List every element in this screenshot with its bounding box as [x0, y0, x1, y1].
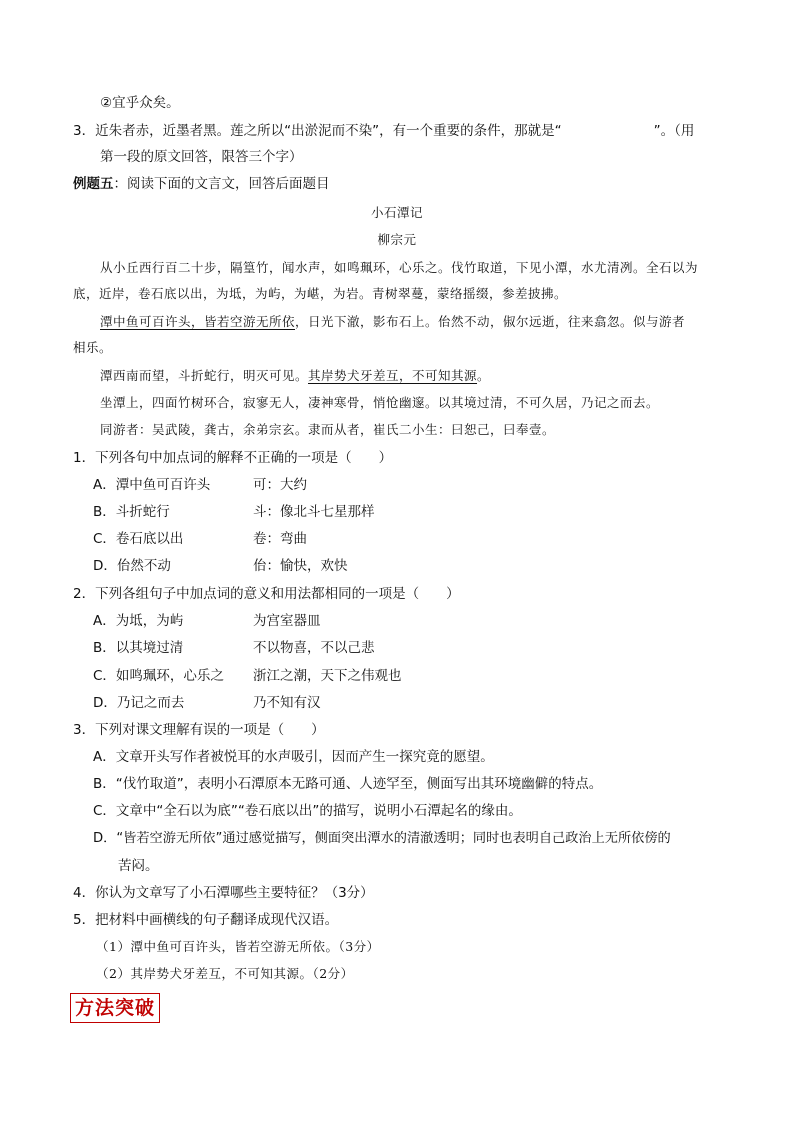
q3-option-a[interactable]: A．文章开头写作者被悦耳的水声吸引，因而产生一探究竟的愿望。 [93, 749, 494, 765]
passage-p4: 坐潭上，四面竹树环合，寂寥无人，凄神寒骨，悄怆幽邃。以其境过清，不可久居，乃记之而去。 [100, 395, 660, 410]
passage-p3 [100, 366, 490, 386]
q4-stem: 4．你认为文章写了小石潭哪些主要特征？（3分） [73, 885, 374, 901]
passage-p3-pre: 潭西南而望，斗折蛇行，明灭可见。 [100, 368, 309, 383]
passage-p2-line2: 相乐。 [73, 340, 113, 355]
q2-option-c-gloss: 浙江之潮，天下之伟观也 [253, 668, 402, 684]
q2-option-d-gloss: 乃不知有汉 [253, 695, 321, 711]
q1-option-b-gloss: 斗：像北斗七星那样 [253, 504, 375, 520]
passage-p3-post: 。 [477, 368, 491, 383]
q2-option-d[interactable]: D．乃记之而去 [93, 695, 185, 711]
q3-option-d[interactable]: D．“皆若空游无所依”通过感觉描写，侧面突出潭水的清澈透明；同时也表明自己政治上无所依傍的 [93, 831, 671, 846]
q1-option-a[interactable]: A．潭中鱼可百许头 [93, 477, 211, 493]
question-3-tail: ”。（用 [653, 123, 695, 139]
passage-p5: 同游者：吴武陵，龚古，余弟宗玄。隶而从者，崔氏二小生：曰恕己，曰奉壹。 [100, 422, 556, 437]
q2-option-b-gloss: 不以物喜，不以己悲 [253, 640, 375, 656]
q5-sentence-1: （1）潭中鱼可百许头，皆若空游无所依。（3分） [96, 939, 380, 954]
example-label: 例题五 [73, 176, 114, 192]
q3-option-d-cont: 苦闷。 [118, 858, 159, 874]
passage-p2-rest: ，日光下澈，影布石上。佁然不动，俶尔远逝，往来翕忽。似与游者 [295, 314, 686, 329]
q2-option-b[interactable]: B．以其境过清 [93, 640, 184, 656]
answer-item-2: ②宜乎众矣。 [100, 95, 180, 111]
q1-option-c-gloss: 卷：弯曲 [253, 531, 307, 547]
passage-author: 柳宗元 [377, 232, 417, 247]
question-3-text: 3．近朱者赤，近墨者黑。莲之所以“出淤泥而不染”，有一个重要的条件，那就是“ [73, 123, 562, 139]
q1-stem: 1．下列各句中加点词的解释不正确的一项是（ ） [73, 450, 393, 466]
q5-sentence-2: （2）其岸势犬牙差互，不可知其源。（2分） [96, 966, 354, 981]
q1-option-d-gloss: 佁：愉快，欢快 [253, 558, 348, 574]
q3-stem: 3．下列对课文理解有误的一项是（ ） [73, 722, 325, 738]
underlined-sentence-1: 潭中鱼可百许头，皆若空游无所依 [100, 314, 296, 329]
q5-stem: 5．把材料中画横线的句子翻译成现代汉语。 [73, 912, 339, 928]
q2-option-c[interactable]: C．如鸣珮环，心乐之 [93, 668, 224, 684]
q1-option-d[interactable]: D．佁然不动 [93, 558, 171, 574]
q1-option-b[interactable]: B．斗折蛇行 [93, 504, 170, 520]
q3-option-b[interactable]: B．“伐竹取道”，表明小石潭原本无路可通、人迹罕至，侧面写出其环境幽僻的特点。 [93, 776, 603, 792]
question-3-prev [73, 121, 694, 141]
q2-option-a[interactable]: A．为坻，为屿 [93, 613, 184, 629]
q2-stem: 2．下列各组句子中加点词的意义和用法都相同的一项是（ ） [73, 586, 460, 602]
example-heading [73, 174, 330, 194]
passage-p2-line1 [100, 312, 685, 332]
section-title-method: 方法突破 [70, 993, 160, 1023]
passage-title: 小石潭记 [370, 205, 423, 220]
q1-option-a-gloss: 可：大约 [253, 477, 307, 493]
underlined-sentence-2: 其岸势犬牙差互，不可知其源 [308, 368, 478, 383]
passage-p1-line1: 从小丘西行百二十步，隔篁竹，闻水声，如鸣珮环，心乐之。伐竹取道，下见小潭，水尤清冽。全石以为 [100, 260, 699, 275]
q3-option-c[interactable]: C．文章中“全石以为底”“卷石底以出”的描写，说明小石潭起名的缘由。 [93, 803, 522, 819]
example-instruction: ：阅读下面的文言文，回答后面题目 [113, 176, 330, 192]
passage-p1-line2: 底，近岸，卷石底以出，为坻，为屿，为嵁，为岩。青树翠蔓，蒙络摇缀，参差披拂。 [73, 286, 568, 301]
q1-option-c[interactable]: C．卷石底以出 [93, 531, 184, 547]
q2-option-a-gloss: 为宫室器皿 [253, 613, 321, 629]
question-3-note: 第一段的原文回答，限答三个字） [100, 149, 303, 165]
